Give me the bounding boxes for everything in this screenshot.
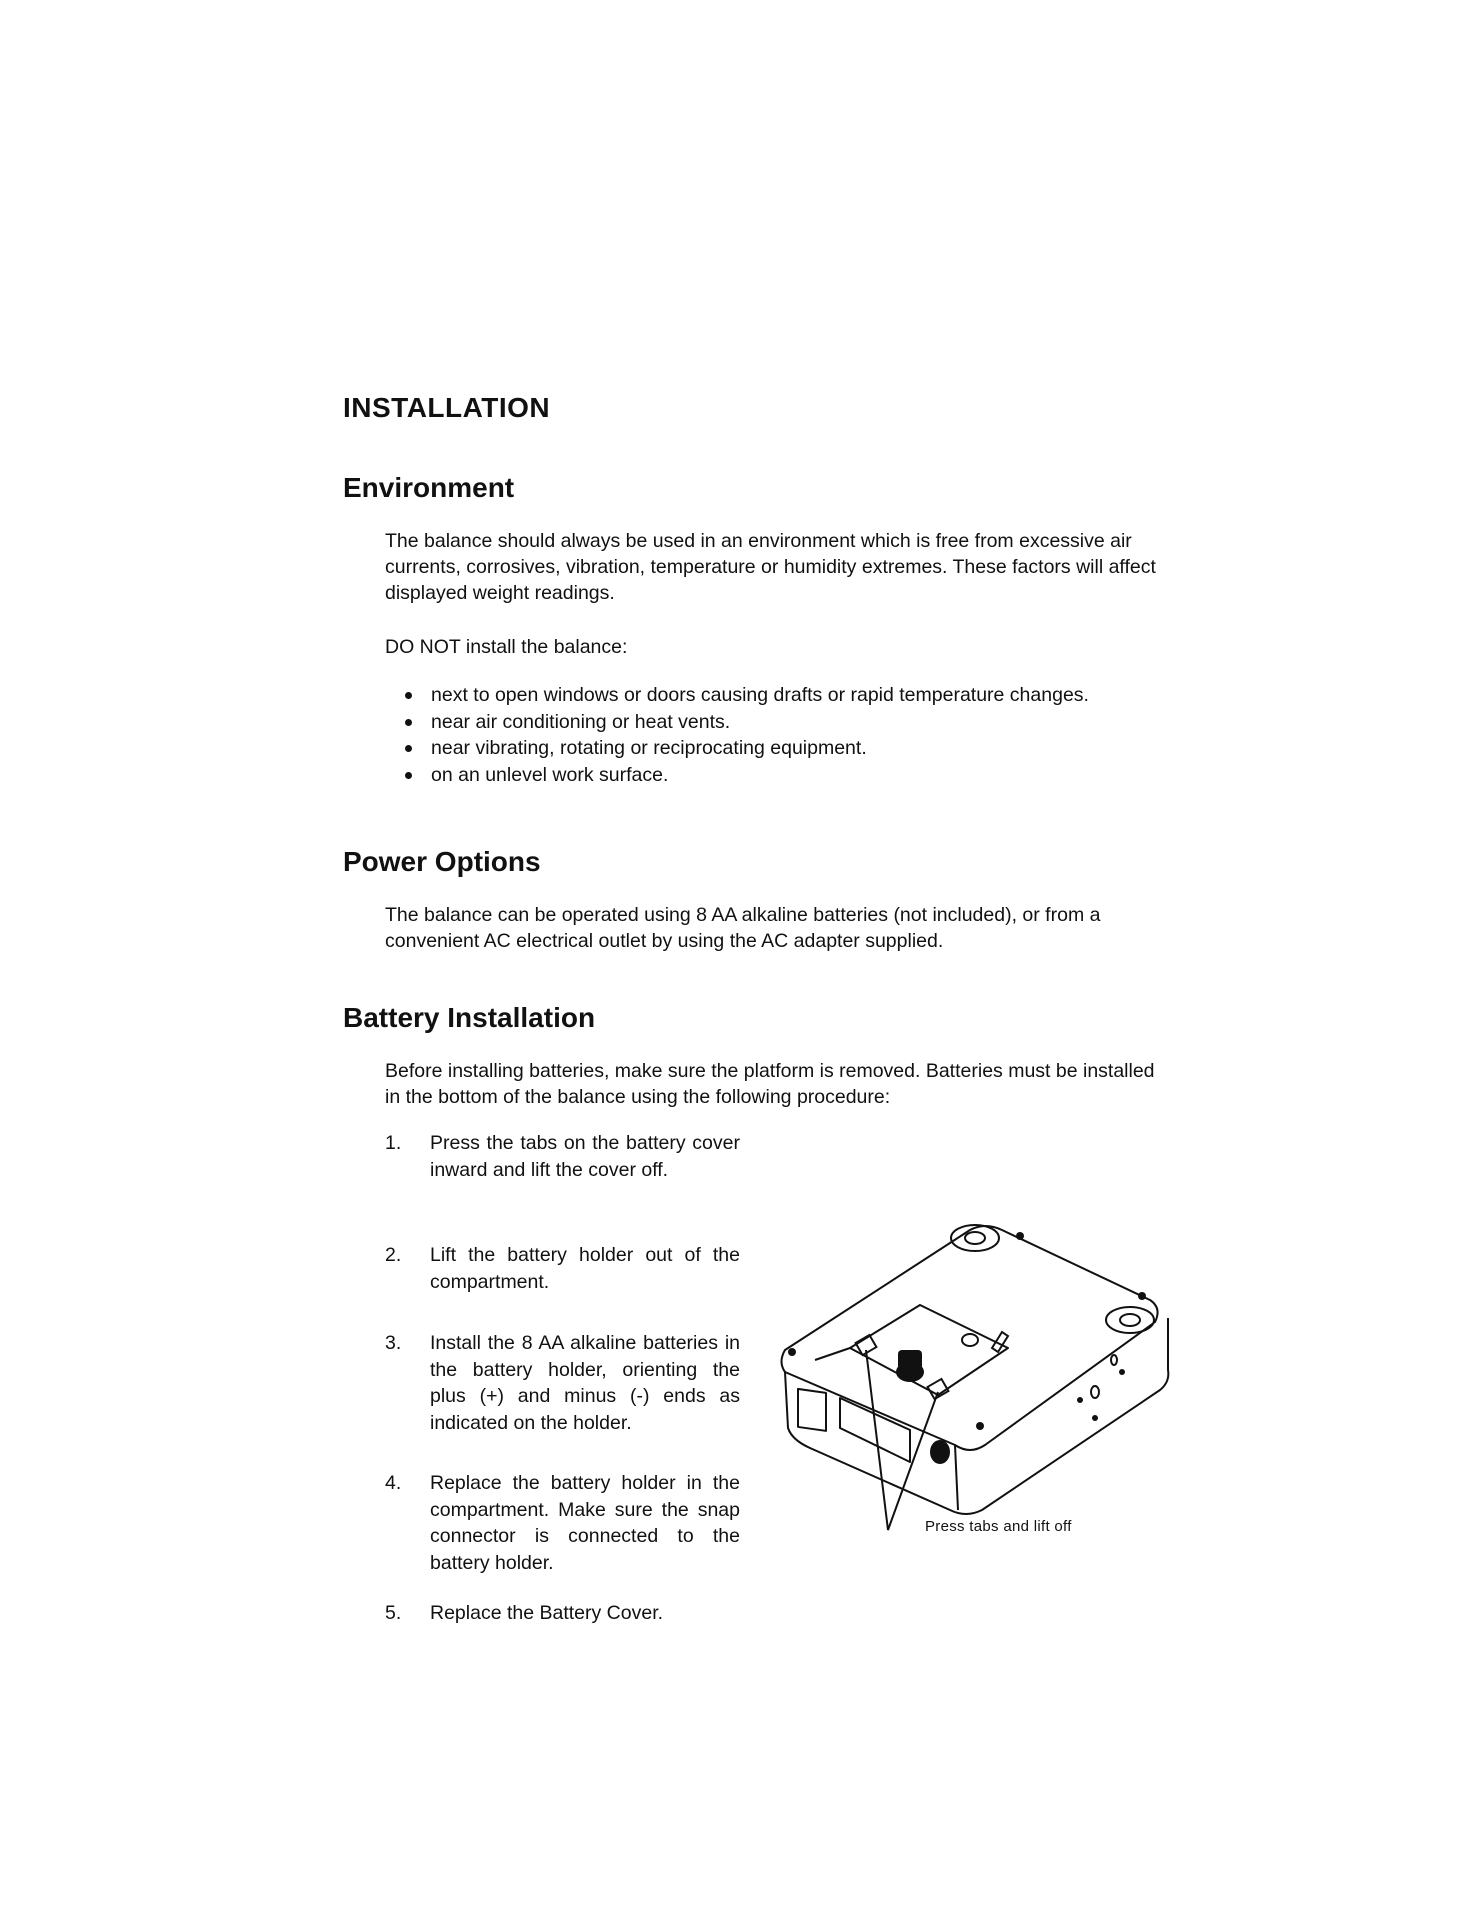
list-item (385, 1330, 740, 1436)
balance-base-outline (782, 1226, 1158, 1450)
list-item (385, 1242, 740, 1295)
battery-compartment-illustration (770, 1200, 1170, 1550)
power-options-paragraph: The balance can be operated using 8 AA alkaline batteries (not included), or from a convenient AC electrical outlet by using the AC adapter supplied. (385, 904, 1101, 952)
step-text: Install the 8 AA alkaline batteries in the battery holder, orienting the plus (+) and minus (-) ends as indicated on the holder. (430, 1332, 740, 1434)
step-number: 5. (385, 1602, 402, 1624)
bullet-text: near air conditioning or heat vents. (431, 710, 731, 733)
battery-cover (850, 1305, 1008, 1395)
bullet-text: on an unlevel work surface. (431, 763, 669, 786)
list-item (385, 682, 1185, 709)
bullet-icon (405, 692, 412, 699)
list-item (385, 735, 1185, 762)
list-item (385, 709, 1185, 736)
bullet-icon (405, 745, 412, 752)
list-item (385, 1470, 740, 1576)
bullet-icon (405, 772, 412, 779)
list-item (385, 1600, 740, 1627)
page-title: INSTALLATION (343, 392, 551, 423)
list-item (385, 762, 1185, 789)
environment-bullet-list (385, 682, 1185, 788)
step-number: 3. (385, 1332, 402, 1354)
step-text: Press the tabs on the battery cover inward and lift the cover off. (430, 1132, 740, 1181)
ac-jack (930, 1440, 950, 1464)
balance-side-outline (785, 1318, 1168, 1514)
battery-installation-paragraph: Before installing batteries, make sure the platform is removed. Batteries must be installed in the bottom of the balance using the following procedure: (385, 1060, 1155, 1108)
bullet-text: next to open windows or doors causing drafts or rapid temperature changes. (431, 684, 1089, 706)
power-options-heading: Power Options (343, 846, 541, 877)
do-not-install-label: DO NOT install the balance: (385, 636, 628, 658)
battery-installation-heading: Battery Installation (343, 1002, 596, 1033)
bullet-icon (405, 719, 412, 726)
step-number: 2. (385, 1244, 402, 1266)
step-number: 4. (385, 1472, 402, 1494)
step-number: 1. (385, 1132, 402, 1154)
environment-heading: Environment (343, 472, 515, 503)
step-text: Lift the battery holder out of the compartment. (430, 1244, 740, 1293)
figure-caption: Press tabs and lift off (925, 1518, 1072, 1535)
bullet-text: near vibrating, rotating or reciprocating equipment. (431, 737, 867, 759)
list-item (385, 1130, 740, 1183)
foot-right (1106, 1307, 1154, 1333)
environment-paragraph: The balance should always be used in an environment which is free from excessive air currents, corrosives, vibration, temperature or humidity extremes. These factors will affect displayed weight readings. (385, 530, 1156, 604)
step-text: Replace the battery holder in the compartment. Make sure the snap connector is connected to the battery holder. (430, 1472, 740, 1574)
step-text: Replace the Battery Cover. (430, 1602, 664, 1624)
